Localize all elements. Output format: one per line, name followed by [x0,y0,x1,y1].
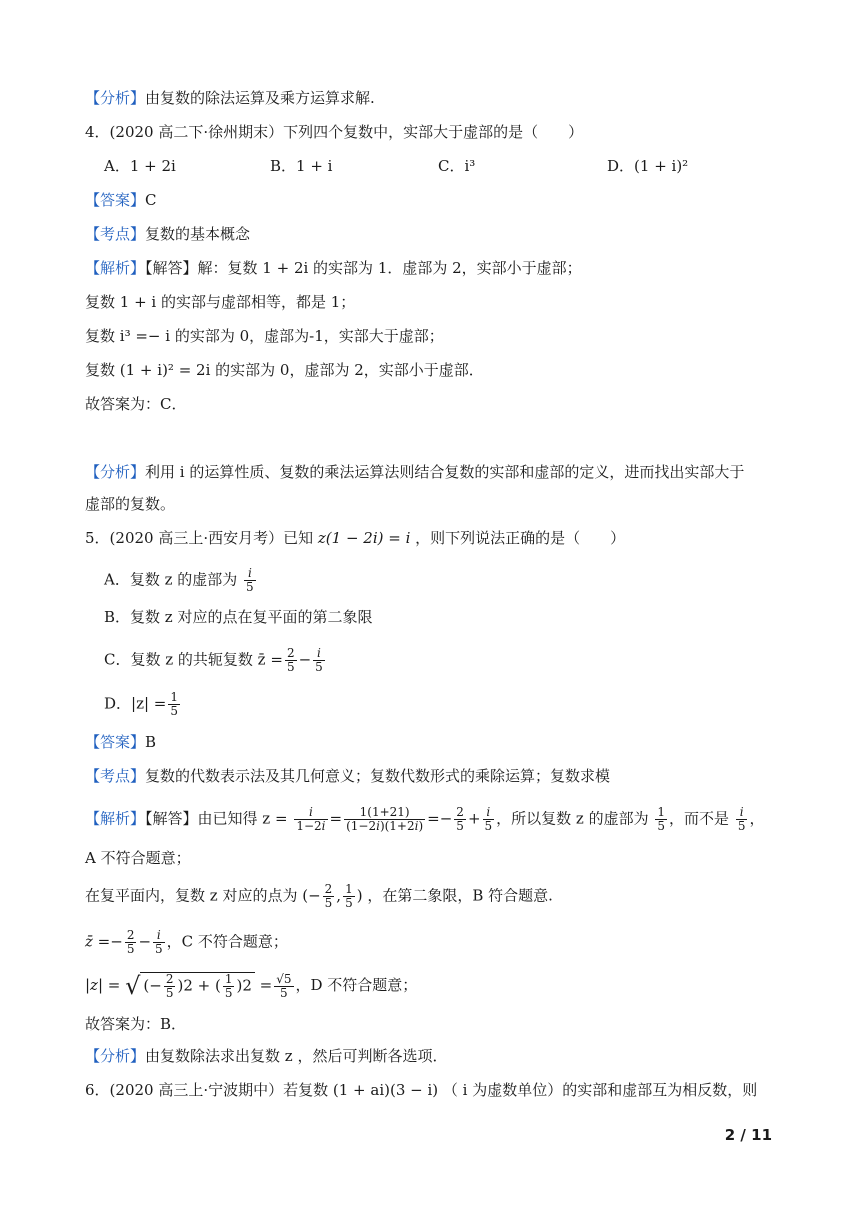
q4-kaodian-text: 复数的基本概念 [145,225,251,243]
q5-sol1-pre: 由已知得 z = [197,809,288,828]
q5-stem [85,527,625,549]
fraction: $\frac{2}{5}$ [324,882,333,910]
answer-tag: 【答案】 [85,191,146,209]
q4-solution-1 [85,257,582,279]
q4-solution-5: 故答案为：C． [85,395,187,413]
q5-sol1-mid: ，所以复数 z 的虚部为 [496,809,649,828]
kaodian-tag: 【考点】 [85,225,146,243]
fraction: $\frac{√5}{5}$ [276,971,292,1000]
q5-kaodian [85,765,610,787]
q5-solution-6: 故答案为：B． [85,1015,187,1033]
fraction: $\frac{i}{5}$ [315,646,323,674]
jieda-tag: 【解答】 [145,259,198,277]
q4-answer-value: C [145,191,157,209]
q5-sol1-post: ，而不是 [669,809,730,828]
jiexi-tag: 【解析】 [85,809,146,828]
analysis-tag: 【分析】 [85,1047,146,1065]
q6-stem: 6．(2020 高三上·宁波期中）若复数 (1 + ai)(3 − i) （ i 为虚数单位）的实部和虚部互为相反数，则 [85,1081,758,1099]
fraction: $\frac{1(1+21)}{(1-2i)(1+2i)}$ [346,805,424,833]
q5-option-d [104,691,182,718]
q5-opt-d-text: D．|z| = [104,694,167,713]
q4-sol1: 解：复数 1 + 2i 的实部为 1．虚部为 2，实部小于虚部； [197,259,582,277]
analysis-text: 由复数的除法运算及乘方运算求解. [145,89,375,107]
fraction: $\frac{i}{5}$ [484,805,493,833]
q5-solution-5: |z| = √ (− $\frac{2}{5}$ )2 + ( $\frac{1}{5}$ )2 = $\frac{√5}{5}$ ，D 不符合题意； [85,971,418,1000]
q4-option-a: A．1 + 2i [104,157,176,175]
q5-stem-math: z(1 − 2i) = i [317,529,411,547]
q4-solution-3: 复数 i³ =− i 的实部为 0，虚部为-1，实部大于虚部； [85,327,444,345]
q4-option-d: D．(1 + i)² [607,157,689,175]
q4-solution-4: 复数 (1 + i)² = 2i 的实部为 0，虚部为 2，实部小于虚部． [85,361,484,379]
q5-option-c: C．复数 z 的共轭复数 z̄ = $\frac{2}{5}$ − $\frac{i}{5}$ [104,646,323,674]
q4-analysis-2: 虚部的复数。 [85,495,176,513]
q5-opt-a-text: A．复数 z 的虚部为 [104,570,243,589]
kaodian-tag: 【考点】 [85,767,146,785]
fraction: $\frac{i}{5}$ [737,805,746,833]
sqrt-radicand: (− $\frac{2}{5}$ )2 + ( $\frac{1}{5}$ )2 [140,972,254,1000]
q5-answer-value: B [145,733,157,751]
q4-answer [85,189,157,211]
fraction: $\frac{1}{5}$ [657,805,666,833]
q5-analysis-text: 由复数除法求出复数 z ，然后可判断各选项． [145,1047,448,1065]
q5-sol4-post: ，C 不符合题意； [166,932,288,951]
q5-sol3-pre: 在复平面内，复数 z 对应的点为 [85,886,298,905]
q5-solution-4: z̄ =− $\frac{2}{5}$ − $\frac{i}{5}$ ，C 不符合题意； [85,928,288,956]
jieda-tag: 【解答】 [145,809,198,828]
q4-analysis-text-1: 利用 i 的运算性质、复数的乘法运算法则结合复数的实部和虚部的定义，进而找出实部大于 [145,463,745,481]
q5-option-a [104,567,258,594]
q5-solution-1: 【解析】【解答】由已知得 z = $\frac{i}{1-2i}$ = $\frac{1(1+21)}{(1-2i)(1+2i)}$ =− $\frac{2}{5}$ + $\frac{i}{5}$ ，所以复数 z 的虚部为 $\frac{1}{5}$ ，而不是 $\frac{i}{5}$ ， [85,805,765,833]
fraction: $\frac{1}{5}$ [345,882,353,910]
fraction: $\frac{1}{5}$ [170,690,179,718]
q5-sol1-end: ， [749,809,765,828]
page-number: 2 / 11 [724,1126,772,1144]
q4-option-c: C．i³ [438,157,476,175]
q4-analysis-1 [85,461,744,483]
fraction: $\frac{2}{5}$ [126,928,135,956]
q5-analysis [85,1045,447,1067]
fraction: $\frac{i}{1-2i}$ [296,805,326,833]
analysis-tag: 【分析】 [85,89,146,107]
q5-kaodian-text: 复数的代数表示法及其几何意义；复数代数形式的乘除运算；复数求模 [145,767,611,785]
fraction: $\frac{i}{5}$ [246,566,254,594]
q5-stem-pre: 5．(2020 高三上·西安月考）已知 [85,529,318,547]
fraction: $\frac{2}{5}$ [456,805,464,833]
q5-stem-post: ，则下列说法正确的是（ ） [410,529,626,547]
q4-stem: 4．(2020 高二下·徐州期末）下列四个复数中，实部大于虚部的是（ ） [85,123,584,141]
q5-solution-2: A 不符合题意； [85,849,191,867]
fraction: $\frac{2}{5}$ [286,646,295,674]
q5-sol5-post: ，D 不符合题意； [295,976,418,994]
jiexi-tag: 【解析】 [85,259,146,277]
q4-kaodian [85,223,250,245]
q4-solution-2: 复数 1 + i 的实部与虚部相等，都是 1； [85,293,356,311]
q4-option-b: B．1 + i [270,157,333,175]
q5-sol3-post: ，在第二象限，B 符合题意. [367,886,553,905]
equals-sign: = [329,809,343,828]
analysis-tag: 【分析】 [85,463,146,481]
answer-tag: 【答案】 [85,733,146,751]
q5-option-b: B．复数 z 对应的点在复平面的第二象限 [104,608,373,626]
q5-solution-3: 在复平面内，复数 z 对应的点为 (− $\frac{2}{5}$ , $\frac{1}{5}$ ) ，在第二象限，B 符合题意. [85,882,553,910]
q5-opt-c-text: C．复数 z 的共轭复数 z̄ = [104,650,283,669]
analysis-line-prev [85,87,375,109]
fraction: $\frac{i}{5}$ [155,928,163,956]
q5-answer [85,731,156,753]
